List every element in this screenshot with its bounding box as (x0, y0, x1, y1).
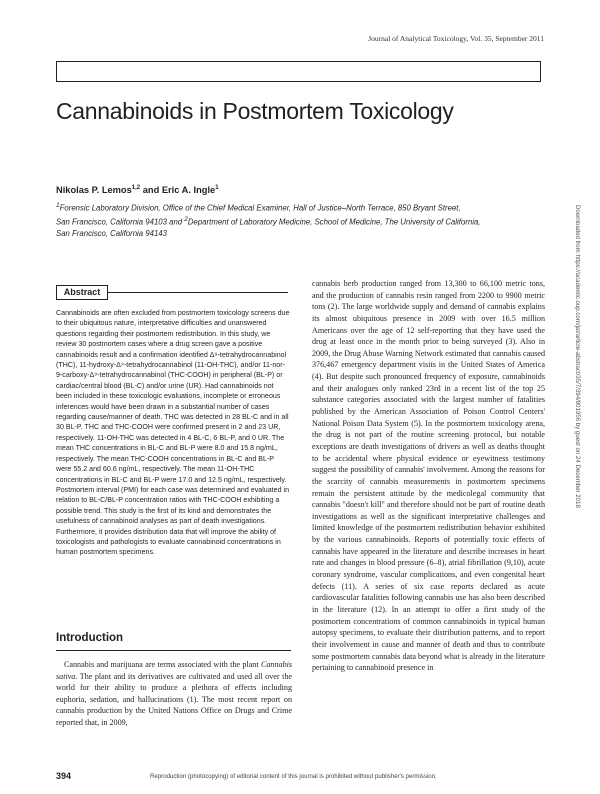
author-and: and (140, 185, 162, 196)
author-line (56, 185, 219, 195)
page-number: 394 (56, 771, 72, 781)
affiliations (56, 200, 551, 240)
article-title: Cannabinoids in Postmortem Toxicology (56, 98, 454, 124)
abstract-heading: Abstract (56, 285, 108, 300)
affiliation-line-2: San Francisco, California 94103 and $^2$Department of Laboratory Medicine, School of Medicine, The University of California, (56, 216, 481, 227)
author-1-affil: 1,2 (131, 185, 141, 191)
author-1: Nikolas P. Lemos (56, 185, 132, 196)
affiliation-line-3: San Francisco, California 94143 (56, 229, 167, 239)
abstract-rule (108, 292, 288, 293)
copyright-notice: Reproduction (photocopying) of editorial content of this journal is prohibited without publisher's permission. (150, 773, 437, 780)
introduction-rule (56, 650, 291, 651)
download-watermark: Downloaded from https://academic.oup.com/jat/article-abstract/35/7/394/801956 by guest on 24 December 2018 (574, 205, 581, 508)
title-banner-box (56, 61, 541, 82)
right-column-text: cannabis herb production ranged from 13,300 to 66,100 metric tons, and the production of cannabis resin ranged from 2200 to 9900 metric tons (2). The large worldwide supply and demand of cannabis explains its almost ubiquitous presence in 2009 with over 16.5 million Americans over the age of 12 self-reporting that they have used the drug at least once in the month prior to being surveyed (3). Also in 2009, the Drug Abuse Warning Network estimated that cannabis caused 376,467 emergency department visits in the United States of America (4). But despite such pronounced frequency of exposure, cannabinoids and their analogues only ranked 23rd in a recent list of the top 25 substance categories associated with the largest number of fatalities published by the American Association of Poison Control Centers' National Poison Data System (5). In the postmortem toxicology arena, the drug is not part of the routine screening protocol, but notable exceptions are death investigations of drivers as well as deaths thought to be accidental where physical evidence or eyewitness testimony suggest the possibility of cannabis' involvement. Among the reasons for the scarcity of cannabis measurements in postmortem specimens remain the persistent attitude by the medicolegal community that cannabis "doesn't kill" and therefore should not be part of routine death investigations as well as the significant interpretative challenges and limited knowledge of the postmortem redistribution behavior exhibited by the various cannabinoids. Reports of potentially toxic effects of cannabis have appeared in the literature and describe increases in heart rate and changes in blood pressure (6–8), atrial fibrillation (9,10), acute coronary syndrome, vascular complications, and even congenital heart defects (11). A series of six case reports declared as acute cardiovascular fatalities following cannabis use has also been described in the literature (12). In an attempt to offer a first study of the postmortem concentrations of common cannabinoids in typical human autopsy specimens, to evaluate their distribution patterns, and to report their involvement in cause and manner of death and thus to contribute some postmortem cannabis data beyond what is already in the literature pertaining to cannabinoid presence in (312, 279, 545, 673)
introduction-heading: Introduction (56, 632, 124, 644)
author-2-affil: 1 (215, 185, 219, 191)
affiliation-line-1: $^1$Forensic Laboratory Division, Office of the Chief Medical Examiner, Hall of Justice–North Terrace, 850 Bryant Street, (56, 202, 461, 213)
introduction-text: Cannabis and marijuana are terms associated with the plant Cannabis sativa. The plant and its derivatives are cultivated and used all over the world for their ability to produce a plethora of effects including euphoria, sedation, and hallucinations (1). The most recent report on cannabis production by the United Nations Office on Drugs and Crime reported that, in 2009, (56, 660, 292, 727)
species-name: Cannabis sativa (56, 660, 292, 681)
journal-header: Journal of Analytical Toxicology, Vol. 35, September 2011 (368, 34, 544, 43)
abstract-text: Cannabinoids are often excluded from postmortem toxicology screens due to their ubiquitous nature, interpretative difficulties and unanswered questions regarding their postmortem redistribution. In this study, we review 30 postmortem cases where a drug screen gave a positive cannabinoids result and a confirmation identified Δ⁹-tetrahydrocannabinol (THC), 11-hydroxy-Δ⁹-tetrahydrocannabinol (11-OH-THC), and/or 11-nor-9-carboxy-Δ⁹-tetrahydrocannabinol (THC-COOH) in peripheral (BL-P) or cardiac/central blood (BL-C) and/or urine (UR). Had cannabinoids not been included in these toxicologic evaluations, incomplete or erroneous inferences would have been drawn in a substantial number of cases regarding cause/manner of death. THC was detected in 28 BL-C and in all 30 BL-P. THC and THC-COOH were confirmed present in 2 and 23 UR, respectively. 11-OH-THC was detected in 4 BL-C, 6 BL-P, and 0 UR. The mean THC concentrations in BL-C and BL-P were 8.0 and 15.8 ng/mL, respectively. The mean THC-COOH concentrations in BL-C and BL-P were 55.2 and 60.6 ng/mL, respectively. The mean 11-OH-THC concentrations in BL-C and BL-P were 17.0 and 12.5 ng/mL, respectively. Postmortem interval (PMI) for each case was determined and evaluated in relation to BL-C/BL-P concentration ratios with THC-COOH exhibiting a possible trend. This study is the first of its kind and demonstrates the usefulness of cannabinoid analyses as part of death investigations. Furthermore, it provides distribution data that will improve the ability of toxicologists and pathologists to evaluate cannabinoid concentrations in human postmortem specimens. (56, 309, 290, 557)
author-2: Eric A. Ingle (161, 185, 216, 196)
